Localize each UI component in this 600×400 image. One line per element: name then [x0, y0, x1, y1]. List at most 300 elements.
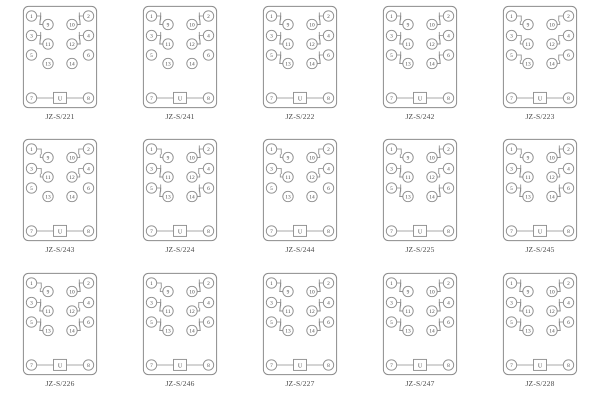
svg-text:12: 12: [69, 42, 75, 49]
svg-text:3: 3: [150, 300, 153, 307]
pin[interactable]: [67, 172, 77, 182]
svg-text:11: 11: [285, 175, 291, 182]
pin[interactable]: [307, 192, 317, 202]
pin[interactable]: [323, 93, 333, 103]
pin[interactable]: [427, 305, 437, 315]
svg-text:2: 2: [447, 147, 450, 154]
pin[interactable]: [523, 39, 533, 49]
svg-text:U: U: [177, 229, 183, 236]
pin[interactable]: [203, 226, 213, 236]
pin[interactable]: [26, 316, 36, 326]
svg-text:14: 14: [429, 328, 435, 335]
pin[interactable]: [43, 286, 53, 296]
pin[interactable]: [323, 144, 333, 154]
pin[interactable]: [506, 93, 516, 103]
svg-text:3: 3: [390, 300, 393, 307]
pin[interactable]: [323, 164, 333, 174]
pin[interactable]: [323, 50, 333, 60]
pin[interactable]: [443, 11, 453, 21]
pin[interactable]: [307, 58, 317, 68]
pin[interactable]: [307, 325, 317, 335]
pin[interactable]: [43, 39, 53, 49]
pin[interactable]: [283, 39, 293, 49]
pin[interactable]: [26, 144, 36, 154]
pin[interactable]: [266, 11, 276, 21]
socket-caption: JZ-S/241: [165, 112, 195, 121]
pin[interactable]: [386, 226, 396, 236]
pin[interactable]: [187, 325, 197, 335]
socket-diagram-jz-s-223[interactable]: [502, 5, 578, 109]
pin[interactable]: [307, 19, 317, 29]
pin[interactable]: [563, 164, 573, 174]
pin[interactable]: [403, 58, 413, 68]
pin[interactable]: [26, 164, 36, 174]
pin[interactable]: [323, 359, 333, 369]
pin[interactable]: [83, 297, 93, 307]
pin[interactable]: [187, 58, 197, 68]
pin[interactable]: [146, 359, 156, 369]
pin[interactable]: [163, 286, 173, 296]
svg-text:U: U: [57, 96, 63, 103]
pin[interactable]: [83, 226, 93, 236]
pin[interactable]: [26, 277, 36, 287]
pin[interactable]: [386, 359, 396, 369]
pin[interactable]: [563, 50, 573, 60]
socket-diagram-jz-s-221[interactable]: [22, 5, 98, 109]
pin[interactable]: [403, 19, 413, 29]
socket-diagram-jz-s-244[interactable]: [262, 138, 338, 242]
pin[interactable]: [506, 30, 516, 40]
svg-text:7: 7: [270, 362, 273, 369]
pin[interactable]: [307, 305, 317, 315]
pin[interactable]: [386, 277, 396, 287]
pin[interactable]: [187, 305, 197, 315]
pin[interactable]: [443, 93, 453, 103]
pin[interactable]: [266, 183, 276, 193]
pin[interactable]: [203, 277, 213, 287]
pin[interactable]: [203, 144, 213, 154]
pin[interactable]: [386, 30, 396, 40]
pin[interactable]: [266, 316, 276, 326]
pin[interactable]: [323, 277, 333, 287]
socket-schematic: [502, 138, 578, 242]
svg-text:1: 1: [510, 147, 513, 154]
pin[interactable]: [323, 316, 333, 326]
pin[interactable]: [146, 277, 156, 287]
svg-text:11: 11: [525, 175, 531, 182]
pin[interactable]: [563, 144, 573, 154]
pin[interactable]: [547, 192, 557, 202]
socket-schematic: [262, 5, 338, 109]
pin[interactable]: [403, 192, 413, 202]
pin[interactable]: [547, 172, 557, 182]
svg-text:U: U: [417, 96, 423, 103]
pin[interactable]: [43, 305, 53, 315]
pin[interactable]: [43, 192, 53, 202]
pin[interactable]: [547, 153, 557, 163]
svg-text:10: 10: [549, 22, 555, 29]
pin[interactable]: [427, 58, 437, 68]
pin[interactable]: [443, 50, 453, 60]
pin[interactable]: [563, 316, 573, 326]
svg-text:10: 10: [309, 156, 315, 163]
svg-text:11: 11: [165, 42, 171, 49]
pin[interactable]: [283, 286, 293, 296]
svg-text:14: 14: [549, 328, 555, 335]
svg-text:13: 13: [45, 195, 51, 202]
pin[interactable]: [187, 153, 197, 163]
pin[interactable]: [386, 144, 396, 154]
pin[interactable]: [146, 164, 156, 174]
pin[interactable]: [427, 192, 437, 202]
pin[interactable]: [83, 11, 93, 21]
pin[interactable]: [506, 183, 516, 193]
pin[interactable]: [283, 58, 293, 68]
svg-text:12: 12: [429, 175, 435, 182]
svg-text:11: 11: [285, 42, 291, 49]
pin[interactable]: [386, 164, 396, 174]
pin[interactable]: [523, 19, 533, 29]
pin[interactable]: [203, 50, 213, 60]
pin[interactable]: [163, 172, 173, 182]
pin[interactable]: [427, 19, 437, 29]
pin[interactable]: [323, 226, 333, 236]
pin[interactable]: [443, 164, 453, 174]
pin[interactable]: [403, 39, 413, 49]
svg-text:11: 11: [405, 175, 411, 182]
pin[interactable]: [323, 183, 333, 193]
pin[interactable]: [427, 286, 437, 296]
pin[interactable]: [43, 172, 53, 182]
svg-text:6: 6: [567, 319, 570, 326]
svg-text:5: 5: [150, 319, 153, 326]
pin[interactable]: [323, 30, 333, 40]
pin[interactable]: [26, 93, 36, 103]
pin[interactable]: [523, 172, 533, 182]
pin[interactable]: [187, 19, 197, 29]
pin[interactable]: [547, 39, 557, 49]
pin[interactable]: [146, 226, 156, 236]
socket-diagram-jz-s-242[interactable]: [382, 5, 458, 109]
socket-diagram-jz-s-225[interactable]: [382, 138, 458, 242]
pin[interactable]: [203, 164, 213, 174]
socket-schematic: [22, 272, 98, 376]
pin[interactable]: [203, 297, 213, 307]
pin[interactable]: [427, 172, 437, 182]
socket-diagram-jz-s-226[interactable]: [22, 272, 98, 376]
pin[interactable]: [443, 297, 453, 307]
pin[interactable]: [163, 39, 173, 49]
pin[interactable]: [266, 359, 276, 369]
socket-diagram-jz-s-246[interactable]: [142, 272, 218, 376]
pin[interactable]: [386, 11, 396, 21]
pin[interactable]: [67, 39, 77, 49]
pin[interactable]: [26, 359, 36, 369]
socket-caption: JZ-S/228: [525, 378, 555, 388]
pin[interactable]: [203, 359, 213, 369]
pin[interactable]: [163, 305, 173, 315]
pin[interactable]: [203, 183, 213, 193]
socket-schematic: [262, 272, 338, 376]
pin[interactable]: [547, 58, 557, 68]
pin[interactable]: [283, 19, 293, 29]
pin[interactable]: [203, 316, 213, 326]
pin[interactable]: [307, 39, 317, 49]
pin[interactable]: [506, 164, 516, 174]
pin[interactable]: [386, 93, 396, 103]
pin[interactable]: [83, 144, 93, 154]
pin[interactable]: [506, 297, 516, 307]
pin[interactable]: [283, 153, 293, 163]
pin[interactable]: [283, 325, 293, 335]
pin[interactable]: [443, 277, 453, 287]
socket-diagram-jz-s-222[interactable]: [262, 5, 338, 109]
pin[interactable]: [283, 305, 293, 315]
pin[interactable]: [187, 286, 197, 296]
svg-text:5: 5: [30, 186, 33, 193]
pin[interactable]: [547, 286, 557, 296]
pin[interactable]: [443, 183, 453, 193]
pin[interactable]: [266, 297, 276, 307]
svg-text:6: 6: [207, 53, 210, 60]
pin[interactable]: [523, 153, 533, 163]
pin[interactable]: [307, 286, 317, 296]
svg-text:7: 7: [390, 362, 393, 369]
svg-text:4: 4: [87, 33, 90, 40]
pin[interactable]: [83, 93, 93, 103]
svg-text:9: 9: [286, 156, 290, 163]
pin[interactable]: [443, 226, 453, 236]
pin[interactable]: [203, 93, 213, 103]
pin[interactable]: [547, 325, 557, 335]
pin[interactable]: [146, 50, 156, 60]
socket-cell: [0, 0, 120, 133]
svg-text:2: 2: [567, 14, 570, 21]
svg-text:9: 9: [46, 22, 50, 29]
svg-text:4: 4: [567, 33, 570, 40]
pin[interactable]: [187, 39, 197, 49]
pin[interactable]: [146, 93, 156, 103]
pin[interactable]: [83, 164, 93, 174]
pin[interactable]: [67, 153, 77, 163]
socket-cell: [120, 267, 240, 400]
pin[interactable]: [563, 226, 573, 236]
pin[interactable]: [563, 11, 573, 21]
svg-text:13: 13: [285, 328, 291, 335]
pin[interactable]: [146, 11, 156, 21]
svg-text:7: 7: [390, 96, 393, 103]
pin[interactable]: [506, 359, 516, 369]
pin[interactable]: [67, 325, 77, 335]
pin[interactable]: [547, 19, 557, 29]
socket-diagram-jz-s-227[interactable]: [262, 272, 338, 376]
svg-text:9: 9: [406, 22, 410, 29]
pin[interactable]: [26, 297, 36, 307]
pin[interactable]: [403, 172, 413, 182]
pin[interactable]: [523, 325, 533, 335]
socket-diagram-jz-s-245[interactable]: [502, 138, 578, 242]
pin[interactable]: [83, 359, 93, 369]
pin[interactable]: [43, 19, 53, 29]
pin[interactable]: [403, 325, 413, 335]
pin[interactable]: [67, 286, 77, 296]
pin[interactable]: [307, 153, 317, 163]
pin[interactable]: [443, 316, 453, 326]
pin[interactable]: [67, 19, 77, 29]
pin[interactable]: [43, 325, 53, 335]
svg-text:12: 12: [309, 308, 315, 315]
svg-text:1: 1: [270, 147, 273, 154]
pin[interactable]: [523, 192, 533, 202]
pin[interactable]: [323, 11, 333, 21]
svg-text:14: 14: [69, 61, 75, 68]
pin[interactable]: [266, 144, 276, 154]
pin[interactable]: [163, 58, 173, 68]
pin[interactable]: [506, 144, 516, 154]
pin[interactable]: [563, 359, 573, 369]
socket-schematic: [22, 5, 98, 109]
socket-cell: [360, 133, 480, 266]
pin[interactable]: [266, 277, 276, 287]
svg-text:14: 14: [69, 195, 75, 202]
pin[interactable]: [386, 183, 396, 193]
pin[interactable]: [323, 297, 333, 307]
pin[interactable]: [83, 30, 93, 40]
pin[interactable]: [43, 58, 53, 68]
svg-text:13: 13: [285, 61, 291, 68]
svg-text:13: 13: [165, 328, 171, 335]
pin[interactable]: [283, 192, 293, 202]
pin[interactable]: [26, 50, 36, 60]
socket-cell: [120, 0, 240, 133]
pin[interactable]: [26, 30, 36, 40]
pin[interactable]: [563, 30, 573, 40]
socket-diagram-jz-s-243[interactable]: [22, 138, 98, 242]
pin[interactable]: [163, 19, 173, 29]
svg-text:3: 3: [510, 300, 513, 307]
pin[interactable]: [187, 172, 197, 182]
pin[interactable]: [403, 153, 413, 163]
svg-text:1: 1: [270, 280, 273, 287]
socket-diagram-jz-s-228[interactable]: [502, 272, 578, 376]
pin[interactable]: [67, 192, 77, 202]
pin[interactable]: [203, 11, 213, 21]
pin[interactable]: [386, 316, 396, 326]
svg-text:2: 2: [447, 14, 450, 21]
svg-text:2: 2: [207, 280, 210, 287]
pin[interactable]: [146, 183, 156, 193]
svg-text:U: U: [297, 96, 303, 103]
pin[interactable]: [523, 286, 533, 296]
svg-text:4: 4: [327, 300, 330, 307]
svg-text:11: 11: [285, 308, 291, 315]
svg-text:5: 5: [510, 319, 513, 326]
pin[interactable]: [506, 277, 516, 287]
svg-text:3: 3: [30, 300, 33, 307]
pin[interactable]: [427, 39, 437, 49]
pin[interactable]: [307, 172, 317, 182]
pin[interactable]: [83, 316, 93, 326]
pin[interactable]: [266, 226, 276, 236]
pin[interactable]: [443, 359, 453, 369]
pin[interactable]: [83, 277, 93, 287]
pin[interactable]: [443, 30, 453, 40]
pin[interactable]: [403, 286, 413, 296]
svg-text:1: 1: [30, 14, 33, 21]
pin[interactable]: [403, 305, 413, 315]
pin[interactable]: [506, 11, 516, 21]
pin[interactable]: [386, 297, 396, 307]
socket-diagram-jz-s-224[interactable]: [142, 138, 218, 242]
svg-text:9: 9: [286, 289, 290, 296]
pin[interactable]: [563, 93, 573, 103]
socket-schematic: [142, 272, 218, 376]
pin[interactable]: [67, 58, 77, 68]
socket-caption: JZ-S/223: [525, 112, 555, 121]
socket-diagram-jz-s-247[interactable]: [382, 272, 458, 376]
socket-caption: JZ-S/227: [285, 378, 315, 388]
pin[interactable]: [506, 50, 516, 60]
pin[interactable]: [26, 11, 36, 21]
pin[interactable]: [146, 30, 156, 40]
pin[interactable]: [187, 192, 197, 202]
pin[interactable]: [266, 93, 276, 103]
pin[interactable]: [563, 183, 573, 193]
pin[interactable]: [427, 325, 437, 335]
pin[interactable]: [266, 30, 276, 40]
pin[interactable]: [283, 172, 293, 182]
svg-text:2: 2: [207, 147, 210, 154]
pin[interactable]: [163, 153, 173, 163]
pin[interactable]: [443, 144, 453, 154]
pin[interactable]: [523, 305, 533, 315]
socket-diagram-jz-s-241[interactable]: [142, 5, 218, 109]
pin[interactable]: [83, 50, 93, 60]
pin[interactable]: [26, 226, 36, 236]
svg-text:11: 11: [405, 42, 411, 49]
pin[interactable]: [563, 297, 573, 307]
pin[interactable]: [386, 50, 396, 60]
pin[interactable]: [427, 153, 437, 163]
socket-caption: JZ-S/246: [165, 378, 195, 388]
pin[interactable]: [506, 316, 516, 326]
pin[interactable]: [43, 153, 53, 163]
svg-text:7: 7: [150, 96, 153, 103]
pin[interactable]: [563, 277, 573, 287]
pin[interactable]: [203, 30, 213, 40]
svg-text:5: 5: [390, 53, 393, 60]
pin[interactable]: [26, 183, 36, 193]
pin[interactable]: [146, 297, 156, 307]
svg-text:2: 2: [567, 280, 570, 287]
pin[interactable]: [163, 192, 173, 202]
socket-schematic: [262, 138, 338, 242]
svg-text:3: 3: [270, 167, 273, 174]
pin[interactable]: [146, 144, 156, 154]
pin[interactable]: [163, 325, 173, 335]
pin[interactable]: [146, 316, 156, 326]
pin[interactable]: [266, 164, 276, 174]
pin[interactable]: [266, 50, 276, 60]
pin[interactable]: [523, 58, 533, 68]
svg-text:2: 2: [327, 147, 330, 154]
pin[interactable]: [547, 305, 557, 315]
pin[interactable]: [83, 183, 93, 193]
svg-text:8: 8: [87, 96, 90, 103]
pin[interactable]: [506, 226, 516, 236]
svg-text:6: 6: [207, 319, 210, 326]
pin[interactable]: [67, 305, 77, 315]
